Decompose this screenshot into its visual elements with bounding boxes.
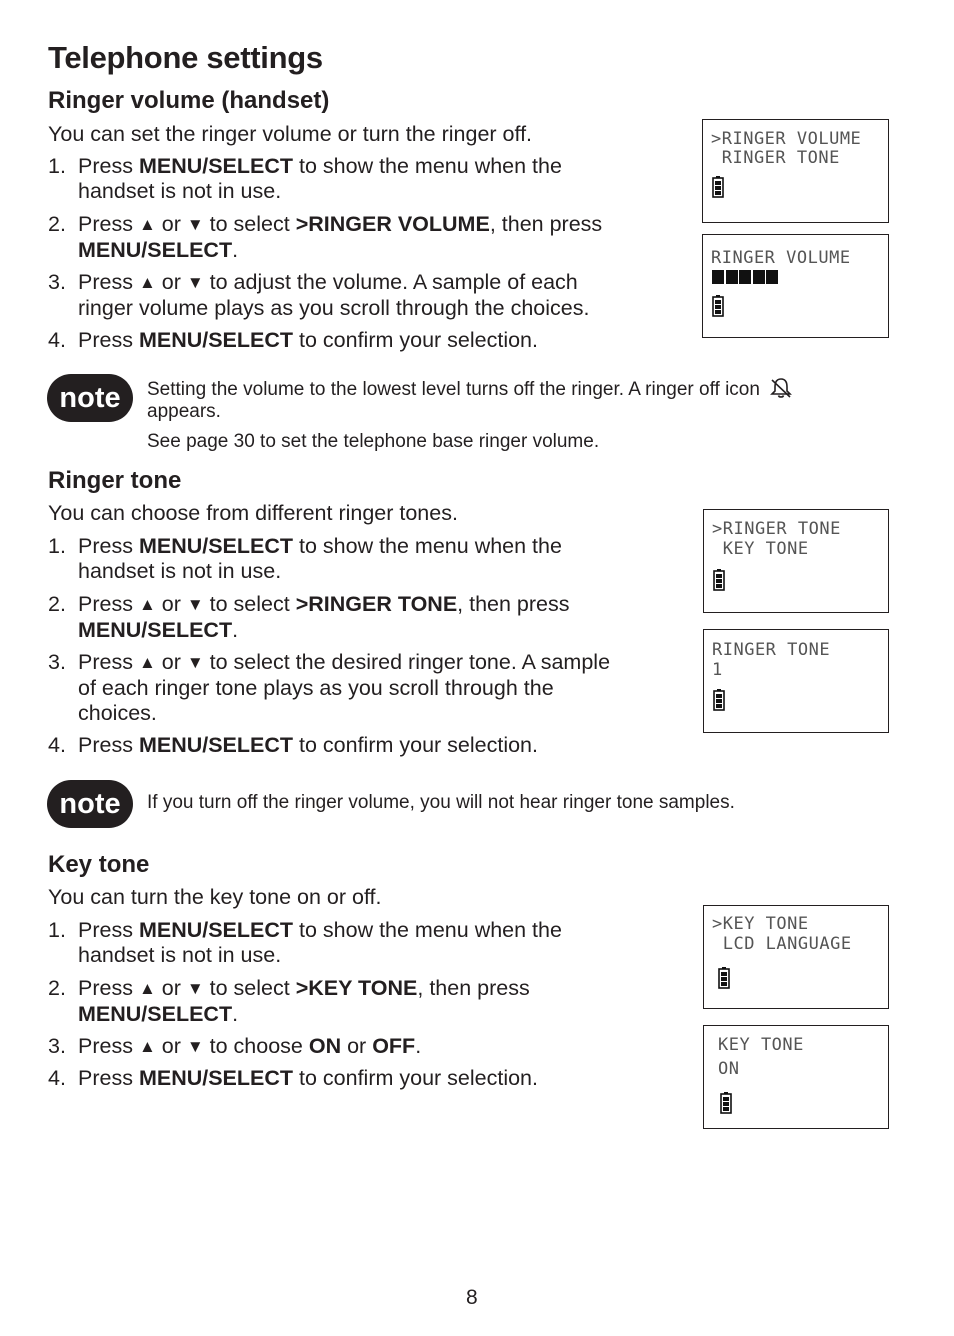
battery-icon bbox=[713, 569, 725, 591]
up-arrow-icon: ▲ bbox=[138, 1037, 156, 1056]
up-arrow-icon: ▲ bbox=[138, 653, 156, 672]
down-arrow-icon: ▼ bbox=[186, 979, 204, 998]
lcd-display-ringer-volume-level: RINGER VOLUME bbox=[702, 234, 889, 338]
section-heading-ringer-volume: Ringer volume (handset) bbox=[48, 87, 330, 114]
lcd-display-ringer-tone-selection: RINGER TONE 1 bbox=[703, 629, 889, 733]
svg-text:note: note bbox=[59, 788, 121, 820]
volume-level-segment bbox=[753, 270, 765, 284]
key-tone-intro: You can turn the key tone on or off. bbox=[48, 885, 382, 909]
up-arrow-icon: ▲ bbox=[138, 595, 156, 614]
volume-level-segment bbox=[739, 270, 751, 284]
volume-level-bar bbox=[712, 269, 780, 283]
ringer-volume-intro: You can set the ringer volume or turn the ringer off. bbox=[48, 122, 533, 146]
svg-text:note: note bbox=[59, 382, 121, 414]
up-arrow-icon: ▲ bbox=[138, 273, 156, 292]
down-arrow-icon: ▼ bbox=[186, 595, 204, 614]
up-arrow-icon: ▲ bbox=[138, 215, 156, 234]
page-number: 8 bbox=[466, 1286, 478, 1309]
section-heading-key-tone: Key tone bbox=[48, 851, 150, 878]
lcd-display-ringer-tone-menu: >RINGER TONE KEY TONE bbox=[703, 509, 889, 613]
volume-level-segment bbox=[766, 270, 778, 284]
note-text-ringer-tone: If you turn off the ringer volume, you will not hear ringer tone samples. bbox=[147, 792, 735, 813]
note-badge-icon bbox=[47, 374, 133, 422]
volume-level-segment bbox=[726, 270, 738, 284]
battery-icon bbox=[712, 295, 724, 317]
lcd-display-ringer-volume-menu: >RINGER VOLUME RINGER TONE bbox=[702, 119, 889, 223]
volume-level-segment bbox=[712, 270, 724, 284]
battery-icon bbox=[713, 689, 725, 711]
battery-icon bbox=[712, 176, 724, 198]
lcd-display-key-tone-menu: >KEY TONE LCD LANGUAGE bbox=[703, 905, 889, 1009]
up-arrow-icon: ▲ bbox=[138, 979, 156, 998]
lcd-display-key-tone-setting: KEY TONE ON bbox=[703, 1025, 889, 1129]
note-badge-icon bbox=[47, 780, 133, 828]
section-heading-ringer-tone: Ringer tone bbox=[48, 467, 182, 494]
page-title: Telephone settings bbox=[48, 40, 323, 75]
battery-icon bbox=[720, 1092, 732, 1114]
ringer-tone-intro: You can choose from different ringer tones. bbox=[48, 501, 458, 525]
down-arrow-icon: ▼ bbox=[186, 1037, 204, 1056]
down-arrow-icon: ▼ bbox=[186, 653, 204, 672]
note-text-ringer-volume: Setting the volume to the lowest level turns off the ringer. A ringer off icon appears. See page 30 to set the telephone base ringer volume. bbox=[147, 377, 793, 453]
ringer-off-icon bbox=[769, 377, 793, 399]
battery-icon bbox=[718, 967, 730, 989]
down-arrow-icon: ▼ bbox=[186, 215, 204, 234]
down-arrow-icon: ▼ bbox=[186, 273, 204, 292]
